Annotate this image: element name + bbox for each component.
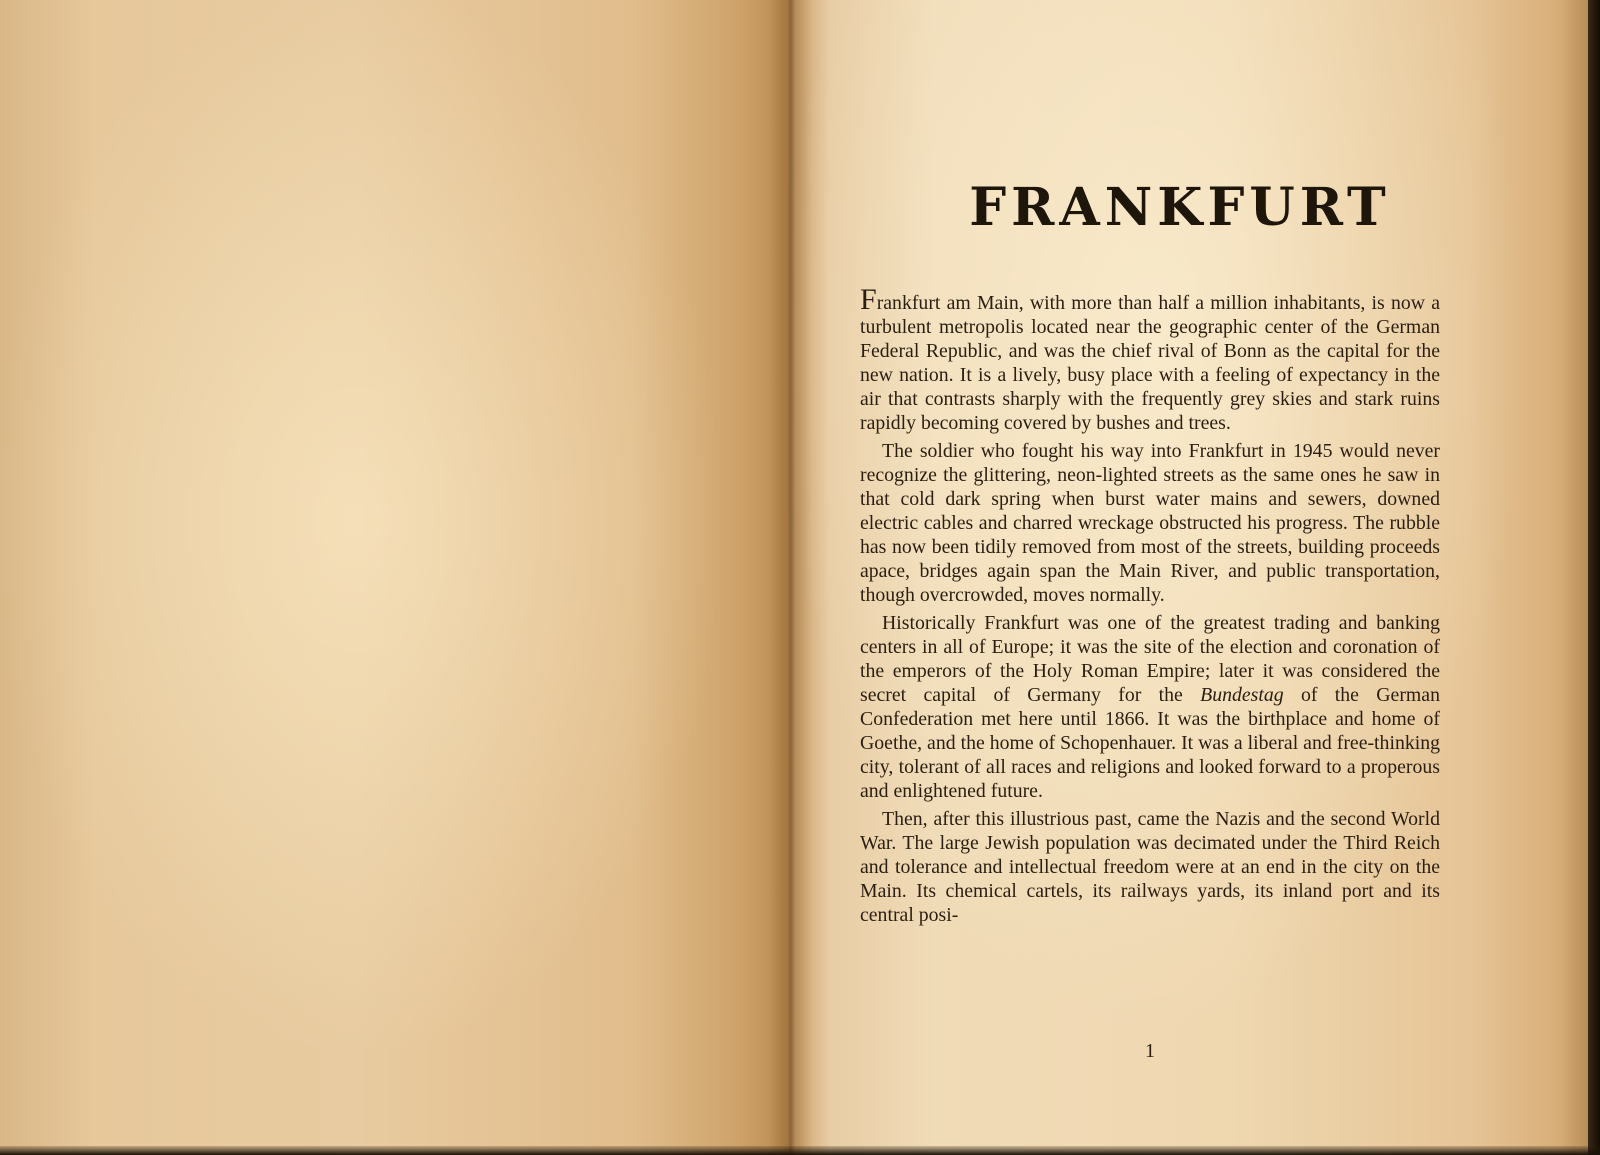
chapter-title: FRANKFURT — [969, 177, 1391, 238]
drop-cap: F — [860, 283, 877, 316]
book-edge-bottom — [0, 1146, 1600, 1155]
paragraph-3 — [860, 611, 1440, 803]
paragraph-1 — [860, 283, 1440, 435]
paragraph-1-text: rankfurt am Main, with more than half a million inhabitants, is now a turbulent metropolis located near the geographic center of the German Federal Republic, and was the chief rival of Bonn as the capital for the new nation. It is a lively, busy place with a feeling of expectancy in the air that contrasts sharply with the frequently grey skies and stark ruins rapidly becoming covered by bushes and trees. — [860, 292, 1440, 434]
italic-term: Bundestag — [1200, 684, 1284, 706]
right-page — [790, 0, 1590, 1155]
book-edge-right — [1588, 0, 1600, 1155]
paragraph-2: The soldier who fought his way into Frankfurt in 1945 would never recognize the glittering, neon-lighted streets as the same ones he saw in that cold dark spring when burst water mains and sewers, downed electric cables and charred wreckage obstructed his progress. The rubble has now been tidily removed from most of the streets, building proceeds apace, bridges again span the Main River, and public transportation, though overcrowded, moves normally. — [860, 440, 1440, 606]
paragraph-3-text-before: Historically Frankfurt was one of the greatest trading and banking centers in all of Europe; it was the site of the election and coronation of the emperors of the Holy Roman Empire; later it was considered the secret capital of Germany for the — [860, 612, 1440, 706]
page-number: 1 — [1145, 1040, 1155, 1062]
body-text — [860, 283, 1440, 931]
paragraph-4: Then, after this illustrious past, came the Nazis and the second World War. The large Jewish population was decimated under the Third Reich and tolerance and intellectual freedom were at an end in the city on the Main. Its chemical cartels, its railways yards, its inland port and its central posi- — [860, 808, 1440, 926]
paragraph-3-text-after: of the German Confederation met here until 1866. It was the birthplace and home of Goethe, and the home of Schopenhauer. It was a liberal and free-thinking city, tolerant of all races and religions and looked forward to a properous and enlightened future. — [860, 684, 1440, 802]
left-page-blank — [0, 0, 790, 1155]
